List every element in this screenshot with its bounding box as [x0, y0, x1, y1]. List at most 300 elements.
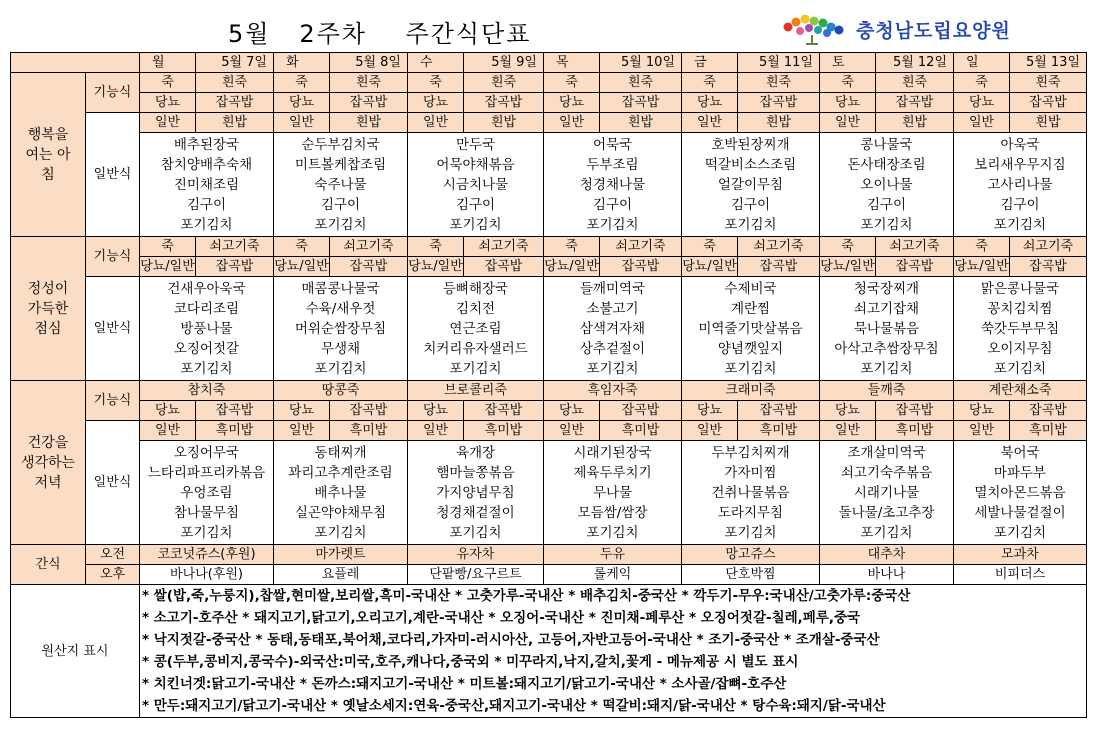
origin-line: * 콩(두부,콩비지,콩국수)-외국산:미국,호주,캐나다,중국외 * 미꾸라지,낙지,갈치,꽃게 - 메뉴제공 시 별도 표시	[142, 654, 799, 670]
day-date-0: 5월 7일	[196, 53, 274, 73]
lunch-func_row1-cell: 쇠고기죽	[600, 237, 682, 257]
lunch-menu-day-6	[954, 277, 1087, 381]
menu-item: 상추겉절이	[579, 340, 646, 357]
lunch-func_row1-cell: 쇠고기죽	[196, 237, 274, 257]
menu-item: 쑥갓두부무침	[980, 320, 1060, 337]
breakfast-func_row2-cell: 잡곡밥	[738, 93, 820, 113]
dinner-func_row2-cell: 잡곡밥	[600, 401, 682, 421]
breakfast-func_row2-cell: 당뇨	[140, 93, 196, 113]
snack-pm-cell: 단팥빵/요구르트	[408, 565, 544, 585]
origin-notes	[140, 585, 1087, 718]
dinner-gen_row-cell: 흑미밥	[196, 421, 274, 441]
menu-item: 포기김치	[314, 360, 367, 377]
menu-item: 포기김치	[724, 524, 777, 541]
snack-pm-cell: 단호박찜	[682, 565, 820, 585]
breakfast-func_row1-cell: 죽	[274, 73, 330, 93]
breakfast-gen_row-cell: 흰밥	[600, 113, 682, 133]
menu-item: 육개장	[455, 444, 496, 461]
menu-item: 포기김치	[586, 216, 639, 233]
dinner-porridge-cell: 들깨죽	[820, 381, 954, 401]
table-row	[11, 93, 1087, 113]
menu-item: 방풍나물	[180, 320, 233, 337]
dinner-func_row2-cell: 잡곡밥	[196, 401, 274, 421]
breakfast-func_row2-cell: 잡곡밥	[876, 93, 954, 113]
menu-item: 코다리조림	[173, 300, 240, 317]
day-name-3: 목	[544, 53, 600, 73]
lunch-menu-day-3	[544, 277, 682, 381]
menu-item: 햄마늘쫑볶음	[436, 464, 515, 481]
snack-pm-cell: 비피더스	[954, 565, 1087, 585]
breakfast-func_row2-cell: 잡곡밥	[330, 93, 408, 113]
lunch-func_row1-cell: 쇠고기죽	[738, 237, 820, 257]
lunch-func_row2-cell: 당뇨/일반	[954, 257, 1010, 277]
menu-item: 청경채겉절이	[436, 504, 515, 521]
menu-item: 포기김치	[860, 216, 913, 233]
lunch-func_row2-cell: 잡곡밥	[600, 257, 682, 277]
origin-line: * 치킨너겟:닭고기-국내산 * 돈까스:돼지고기-국내산 * 미트볼:돼지고기/닭고기-국내산 * 소사골/잡뼈-호주산	[142, 676, 787, 692]
dinner-gen_row-cell: 일반	[408, 421, 464, 441]
logo-text: 충청남도립요양원	[856, 19, 1011, 42]
dinner-gen_row-cell: 흑미밥	[738, 421, 820, 441]
menu-item: 아삭고추쌈장무침	[834, 340, 939, 357]
menu-item: 포기김치	[180, 524, 233, 541]
menu-item: 김치전	[455, 300, 496, 317]
breakfast-func_row2-cell: 잡곡밥	[600, 93, 682, 113]
lunch-func_row2-cell: 당뇨/일반	[140, 257, 196, 277]
lunch-func_row2-cell: 잡곡밥	[738, 257, 820, 277]
menu-item: 포기김치	[449, 216, 502, 233]
dinner-func_row2-cell: 당뇨	[544, 401, 600, 421]
breakfast-gen_row-cell: 흰밥	[196, 113, 274, 133]
page-header	[0, 0, 1095, 52]
breakfast-func_row1-cell: 죽	[408, 73, 464, 93]
lunch-menu-day-1	[274, 277, 408, 381]
breakfast-gen_row-cell: 일반	[544, 113, 600, 133]
dinner-gen_row-cell: 일반	[544, 421, 600, 441]
menu-item: 소불고기	[586, 300, 639, 317]
origin-line: * 쌀(밥,죽,누룽지),찹쌀,현미쌀,보리쌀,흑미-국내산 * 고춧가루-국내산 * 배추김치-중국산 * 깍두기-무우:국내산/고춧가루:중국산	[142, 588, 911, 604]
lunch-func_row1-cell: 죽	[140, 237, 196, 257]
breakfast-func_row1-cell: 흰죽	[464, 73, 544, 93]
menu-item: 포기김치	[314, 216, 367, 233]
menu-item: 포기김치	[314, 524, 367, 541]
menu-item: 모듬쌈/쌈장	[577, 504, 648, 521]
breakfast-func_row2-cell: 당뇨	[954, 93, 1010, 113]
lunch-menu-day-2	[408, 277, 544, 381]
dinner-menu-day-3	[544, 441, 682, 545]
menu-item: 포기김치	[180, 360, 233, 377]
dinner-gen_row-cell: 일반	[682, 421, 738, 441]
dinner-menu-day-4	[682, 441, 820, 545]
menu-item: 포기김치	[993, 360, 1047, 377]
snack-am-cell: 두유	[544, 545, 682, 565]
menu-item: 순두부김치국	[301, 136, 380, 153]
table-row	[11, 133, 1087, 237]
snack-am-cell: 망고쥬스	[682, 545, 820, 565]
menu-item: 오이지무침	[987, 340, 1053, 357]
breakfast-func_row2-cell: 잡곡밥	[196, 93, 274, 113]
menu-item: 맑은콩나물국	[980, 280, 1060, 297]
menu-item: 포기김치	[860, 524, 913, 541]
breakfast-func_row1-cell: 죽	[820, 73, 876, 93]
lunch-menu-day-5	[820, 277, 954, 381]
dinner-func_row2-cell: 당뇨	[140, 401, 196, 421]
menu-item: 미역줄기맛살볶음	[698, 320, 803, 337]
breakfast-menu-day-1	[274, 133, 408, 237]
menu-item: 김구이	[320, 196, 361, 213]
menu-item: 가자미찜	[724, 464, 777, 481]
dinner-menu-day-0	[140, 441, 274, 545]
snack-am-label: 오전	[86, 545, 140, 565]
lunch-func_row1-cell: 죽	[544, 237, 600, 257]
breakfast-func_row1-cell: 죽	[140, 73, 196, 93]
menu-item: 청경채나물	[579, 176, 646, 193]
menu-item: 느타리파프리카볶음	[147, 464, 266, 481]
breakfast-func_row2-cell: 당뇨	[682, 93, 738, 113]
menu-item: 포기김치	[449, 360, 502, 377]
menu-item: 두부김치찌개	[711, 444, 790, 461]
menu-item: 우엉조림	[180, 484, 233, 501]
breakfast-gen_row-cell: 일반	[140, 113, 196, 133]
menu-item: 포기김치	[724, 360, 777, 377]
dinner-porridge-cell: 땅콩죽	[274, 381, 408, 401]
breakfast-menu-day-5	[820, 133, 954, 237]
menu-item: 돌나물/초고추장	[838, 504, 935, 521]
menu-item: 매콤콩나물국	[301, 280, 380, 297]
breakfast-menu-day-6	[954, 133, 1087, 237]
table-row	[11, 257, 1087, 277]
menu-item: 호박된장찌개	[711, 136, 790, 153]
menu-item: 김구이	[592, 196, 633, 213]
menu-item: 머위순쌈장무침	[294, 320, 387, 337]
breakfast-func_row2-cell: 당뇨	[408, 93, 464, 113]
day-date-6: 5월 13일	[1010, 53, 1087, 73]
table-row	[11, 381, 1087, 401]
breakfast-gen_row-cell: 흰밥	[1010, 113, 1087, 133]
day-date-1: 5월 8일	[330, 53, 408, 73]
dinner-menu-day-1	[274, 441, 408, 545]
breakfast-menu-day-3	[544, 133, 682, 237]
breakfast-gen_row-cell: 일반	[682, 113, 738, 133]
menu-item: 수육/새우젓	[305, 300, 376, 317]
breakfast-func_row2-cell: 잡곡밥	[464, 93, 544, 113]
lunch-func_row1-cell: 죽	[954, 237, 1010, 257]
day-name-5: 토	[820, 53, 876, 73]
breakfast-func_row1-cell: 흰죽	[600, 73, 682, 93]
dinner-func_row2-cell: 당뇨	[820, 401, 876, 421]
table-row	[11, 53, 1087, 73]
lunch-func_row2-cell: 당뇨/일반	[682, 257, 738, 277]
table-row	[11, 421, 1087, 441]
dinner-func_row2-cell: 당뇨	[274, 401, 330, 421]
breakfast-func_row2-cell: 잡곡밥	[1010, 93, 1087, 113]
breakfast-gen_row-cell: 흰밥	[464, 113, 544, 133]
breakfast-gen_row-cell: 일반	[820, 113, 876, 133]
menu-item: 떡갈비소스조림	[704, 156, 797, 173]
table-row	[11, 113, 1087, 133]
menu-item: 동태찌개	[314, 444, 367, 461]
dinner-porridge-cell: 브로콜리죽	[408, 381, 544, 401]
table-row	[11, 237, 1087, 257]
breakfast-func_row1-cell: 죽	[544, 73, 600, 93]
dinner-gen_row-cell: 일반	[820, 421, 876, 441]
menu-item: 얼갈이무침	[717, 176, 784, 193]
breakfast-func_row1-cell: 흰죽	[876, 73, 954, 93]
day-name-2: 수	[408, 53, 464, 73]
meal-label-text: 행복을 여는 아침	[25, 126, 71, 183]
menu-item: 김구이	[186, 196, 227, 213]
breakfast-func_row2-cell: 당뇨	[544, 93, 600, 113]
weekly-menu-table	[10, 52, 1087, 718]
menu-item: 계란찜	[730, 300, 771, 317]
breakfast-gen_row-cell: 일반	[408, 113, 464, 133]
breakfast-menu-day-0	[140, 133, 274, 237]
lunch-func_row2-cell: 당뇨/일반	[274, 257, 330, 277]
breakfast-func_row1-cell: 죽	[954, 73, 1010, 93]
menu-item: 어묵국	[592, 136, 633, 153]
page-title: 5월 2주차 주간식단표	[228, 20, 532, 48]
menu-item: 북어국	[1000, 444, 1040, 461]
menu-item: 조개살미역국	[847, 444, 926, 461]
menu-item: 묵나물볶음	[853, 320, 920, 337]
general-label: 일반식	[86, 113, 140, 237]
lunch-func_row1-cell: 죽	[408, 237, 464, 257]
menu-item: 포기김치	[860, 360, 913, 377]
snack-pm-label: 오후	[86, 565, 140, 585]
dinner-func_row2-cell: 당뇨	[954, 401, 1010, 421]
dinner-func_row2-cell: 당뇨	[682, 401, 738, 421]
institution-logo	[778, 12, 1011, 46]
menu-item: 참나물무침	[173, 504, 240, 521]
breakfast-func_row1-cell: 흰죽	[196, 73, 274, 93]
table-row	[11, 73, 1087, 93]
lunch-func_row1-cell: 쇠고기죽	[464, 237, 544, 257]
day-name-1: 화	[274, 53, 330, 73]
menu-item: 마파두부	[993, 464, 1047, 481]
dinner-func_row2-cell: 당뇨	[408, 401, 464, 421]
day-name-6: 일	[954, 53, 1010, 73]
lunch-func_row1-cell: 죽	[682, 237, 738, 257]
origin-line: * 낙지젓갈-중국산 * 동태,동태포,북어채,코다리,가자미-러시아산, 고등어,자반고등어-국내산 * 조기-중국산 * 조개살-중국산	[142, 632, 880, 648]
breakfast-gen_row-cell: 흰밥	[330, 113, 408, 133]
breakfast-menu-day-4	[682, 133, 820, 237]
lunch-func_row2-cell: 잡곡밥	[1010, 257, 1087, 277]
dinner-gen_row-cell: 흑미밥	[1010, 421, 1087, 441]
menu-item: 포기김치	[993, 524, 1047, 541]
origin-line: * 소고기-호주산 * 돼지고기,닭고기,오리고기,계란-국내산 * 오징어-국내산 * 진미채-페루산 * 오징어젓갈-칠레,페루,중국	[142, 610, 861, 626]
lunch-func_row2-cell: 잡곡밥	[464, 257, 544, 277]
day-name-0: 월	[140, 53, 196, 73]
breakfast-func_row1-cell: 죽	[682, 73, 738, 93]
menu-item: 세발나물겉절이	[974, 504, 1066, 521]
breakfast-func_row2-cell: 당뇨	[820, 93, 876, 113]
menu-item: 포기김치	[449, 524, 502, 541]
dinner-func_row2-cell: 잡곡밥	[738, 401, 820, 421]
dinner-func_row2-cell: 잡곡밥	[876, 401, 954, 421]
breakfast-gen_row-cell: 흰밥	[738, 113, 820, 133]
breakfast-gen_row-cell: 흰밥	[876, 113, 954, 133]
dinner-menu-day-5	[820, 441, 954, 545]
snack-label: 간식	[11, 545, 86, 585]
menu-item: 시금치나물	[442, 176, 509, 193]
lunch-menu-day-0	[140, 277, 274, 381]
dinner-func_row2-cell: 잡곡밥	[464, 401, 544, 421]
menu-item: 꽈리고추계란조림	[288, 464, 393, 481]
functional-label: 기능식	[86, 237, 140, 277]
menu-item: 건취나물볶음	[711, 484, 790, 501]
lunch-func_row2-cell: 잡곡밥	[196, 257, 274, 277]
lunch-func_row1-cell: 죽	[274, 237, 330, 257]
functional-label: 기능식	[86, 381, 140, 421]
dinner-gen_row-cell: 일반	[140, 421, 196, 441]
menu-item: 도라지무침	[717, 504, 784, 521]
lunch-func_row2-cell: 잡곡밥	[330, 257, 408, 277]
menu-item: 가지양념무침	[436, 484, 515, 501]
menu-item: 건새우아욱국	[167, 280, 246, 297]
functional-label: 기능식	[86, 73, 140, 113]
menu-item: 두부조림	[586, 156, 639, 173]
breakfast-gen_row-cell: 일반	[954, 113, 1010, 133]
snack-am-cell: 마가렛트	[274, 545, 408, 565]
breakfast-func_row1-cell: 흰죽	[330, 73, 408, 93]
dinner-menu-day-6	[954, 441, 1087, 545]
table-row	[11, 277, 1087, 381]
menu-item: 숙주나물	[314, 176, 367, 193]
menu-item: 돈사태장조림	[847, 156, 926, 173]
menu-item: 실곤약야채무침	[294, 504, 387, 521]
menu-item: 수제비국	[724, 280, 777, 297]
menu-item: 삼색겨자채	[579, 320, 646, 337]
lunch-func_row2-cell: 당뇨/일반	[544, 257, 600, 277]
snack-am-cell: 유자차	[408, 545, 544, 565]
lunch-menu-day-4	[682, 277, 820, 381]
day-name-4: 금	[682, 53, 738, 73]
menu-item: 등뼈해장국	[442, 280, 509, 297]
menu-item: 포기김치	[993, 216, 1047, 233]
menu-item: 쇠고기잡채	[853, 300, 920, 317]
breakfast-label	[11, 73, 86, 237]
dinner-gen_row-cell: 일반	[274, 421, 330, 441]
menu-item: 포기김치	[724, 216, 777, 233]
dinner-porridge-cell: 흑임자죽	[544, 381, 682, 401]
snack-pm-cell: 요플레	[274, 565, 408, 585]
menu-item: 오이나물	[860, 176, 913, 193]
table-row	[11, 441, 1087, 545]
menu-item: 어묵야채볶음	[436, 156, 515, 173]
table-row	[11, 545, 1087, 565]
dinner-gen_row-cell: 흑미밥	[876, 421, 954, 441]
menu-item: 무생채	[320, 340, 361, 357]
dinner-menu-day-2	[408, 441, 544, 545]
menu-item: 양념깻잎지	[717, 340, 784, 357]
menu-item: 보리새우무지짐	[974, 156, 1066, 173]
menu-item: 오징어젓갈	[173, 340, 240, 357]
general-label: 일반식	[86, 277, 140, 381]
menu-item: 쇠고기숙주볶음	[840, 464, 933, 481]
flower-cluster-logo-icon	[778, 13, 850, 45]
menu-item: 멸치아몬드볶음	[974, 484, 1066, 501]
breakfast-func_row1-cell: 흰죽	[1010, 73, 1087, 93]
menu-item: 포기김치	[180, 216, 233, 233]
menu-item: 포기김치	[586, 360, 639, 377]
dinner-porridge-cell: 크래미죽	[682, 381, 820, 401]
lunch-func_row1-cell: 죽	[820, 237, 876, 257]
lunch-func_row2-cell: 잡곡밥	[876, 257, 954, 277]
breakfast-menu-day-2	[408, 133, 544, 237]
snack-pm-cell: 바나나(후원)	[140, 565, 274, 585]
menu-item: 연근조림	[449, 320, 502, 337]
general-label: 일반식	[86, 421, 140, 545]
dinner-porridge-cell: 참치죽	[140, 381, 274, 401]
snack-pm-cell: 롤케익	[544, 565, 682, 585]
corner-cell	[11, 53, 140, 73]
dinner-porridge-cell: 계란채소죽	[954, 381, 1087, 401]
menu-item: 포기김치	[586, 524, 639, 541]
snack-pm-cell: 바나나	[820, 565, 954, 585]
menu-item: 김구이	[730, 196, 771, 213]
lunch-func_row1-cell: 쇠고기죽	[876, 237, 954, 257]
dinner-func_row2-cell: 잡곡밥	[330, 401, 408, 421]
menu-item: 고사리나물	[987, 176, 1053, 193]
menu-item: 김구이	[455, 196, 496, 213]
dinner-gen_row-cell: 일반	[954, 421, 1010, 441]
menu-item: 진미채조림	[173, 176, 240, 193]
menu-item: 시래기나물	[853, 484, 920, 501]
dinner-func_row2-cell: 잡곡밥	[1010, 401, 1087, 421]
breakfast-gen_row-cell: 일반	[274, 113, 330, 133]
menu-item: 만두국	[455, 136, 496, 153]
menu-item: 참치양배추숙채	[160, 156, 253, 173]
day-date-5: 5월 12일	[876, 53, 954, 73]
dinner-gen_row-cell: 흑미밥	[464, 421, 544, 441]
day-date-2: 5월 9일	[464, 53, 544, 73]
menu-item: 청국장찌개	[853, 280, 920, 297]
table-row	[11, 565, 1087, 585]
menu-item: 김구이	[866, 196, 907, 213]
menu-item: 치커리유자샐러드	[423, 340, 528, 357]
snack-am-cell: 대추차	[820, 545, 954, 565]
lunch-label	[11, 237, 86, 381]
menu-item: 배추된장국	[173, 136, 240, 153]
menu-item: 제육두루치기	[573, 464, 652, 481]
dinner-label	[11, 381, 86, 545]
menu-item: 아욱국	[1000, 136, 1040, 153]
menu-item: 꽁치김치찜	[987, 300, 1053, 317]
snack-am-cell: 모과차	[954, 545, 1087, 565]
menu-item: 배추나물	[314, 484, 367, 501]
table-row	[11, 401, 1087, 421]
menu-item: 오징어무국	[173, 444, 240, 461]
lunch-func_row2-cell: 당뇨/일반	[820, 257, 876, 277]
dinner-gen_row-cell: 흑미밥	[600, 421, 682, 441]
origin-line: * 만두:돼지고기/닭고기-국내산 * 옛날소세지:연육-중국산,돼지고기-국내산 * 떡갈비:돼지/닭-국내산 * 탕수육:돼지/닭-국내산	[142, 698, 886, 714]
menu-item: 들깨미역국	[579, 280, 646, 297]
menu-item: 김구이	[1000, 196, 1040, 213]
meal-label-text: 건강을 생각하는 저녁	[20, 434, 76, 491]
lunch-func_row1-cell: 쇠고기죽	[330, 237, 408, 257]
table-row	[11, 585, 1087, 718]
day-date-4: 5월 11일	[738, 53, 820, 73]
day-date-3: 5월 10일	[600, 53, 682, 73]
menu-item: 미트볼케찹조림	[294, 156, 387, 173]
snack-am-cell: 코코넛쥬스(후원)	[140, 545, 274, 565]
menu-item: 콩나물국	[860, 136, 913, 153]
dinner-gen_row-cell: 흑미밥	[330, 421, 408, 441]
origin-label: 원산지 표시	[11, 585, 140, 718]
menu-item: 시래기된장국	[573, 444, 652, 461]
breakfast-func_row1-cell: 흰죽	[738, 73, 820, 93]
menu-item: 무나물	[592, 484, 633, 501]
